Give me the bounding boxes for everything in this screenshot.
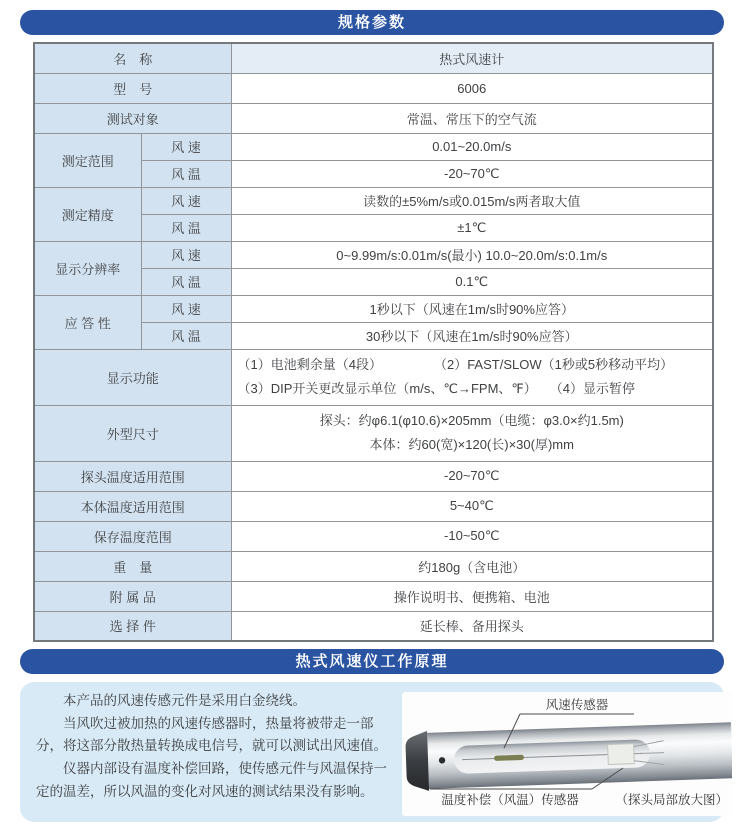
row-value: 5~40℃ [231,491,713,521]
row-value [231,349,713,405]
row-sublabel: 风 速 [141,187,231,214]
row-value: 1秒以下（风速在1m/s时90%应答） [231,295,713,322]
row-value: 热式风速计 [231,43,713,73]
table-row [34,43,713,73]
temp-compensation-sensor-element [608,744,635,765]
row-value: -20~70℃ [231,160,713,187]
display-functions-line2: （3）DIP开关更改显示单位（m/s、℃→FPM、℉） （4）显示暂停 [237,381,635,396]
label-probe-enlarged-view: （探头局部放大图） [615,793,728,807]
table-row [34,405,713,461]
table-row [34,187,713,214]
principle-paragraph: 本产品的风速传感元件是采用白金绕线。 [63,693,306,708]
label-temp-compensation-sensor: 温度补偿（风温）传感器 [441,793,579,807]
row-value: -10~50℃ [231,521,713,551]
row-label: 附 属 品 [34,581,231,611]
row-label: 名 称 [34,43,231,73]
dimensions-line1: 探头：约φ6.1(φ10.6)×205mm（电缆：φ3.0×约1.5m) [319,412,624,428]
row-value: 30秒以下（风速在1m/s时90%应答） [231,322,713,349]
row-value: -20~70℃ [231,461,713,491]
row-value: ±1℃ [231,214,713,241]
row-label: 测定范围 [34,133,141,187]
probe-cap [405,731,429,792]
table-row [34,73,713,103]
row-sublabel: 风 温 [141,322,231,349]
row-label: 应 答 性 [34,295,141,349]
row-label: 测定精度 [34,187,141,241]
row-sublabel: 风 速 [141,241,231,268]
row-label: 重 量 [34,551,231,581]
table-row [34,551,713,581]
row-value: 常温、常压下的空气流 [231,103,713,133]
row-value: 0~9.99m/s:0.01m/s(最小) 10.0~20.0m/s:0.1m/s [231,241,713,268]
row-value [231,405,713,461]
row-label: 选 择 件 [34,611,231,641]
row-label: 保存温度范围 [34,521,231,551]
table-row [34,521,713,551]
row-label: 测试对象 [34,103,231,133]
row-label: 型 号 [34,73,231,103]
row-value: 0.1℃ [231,268,713,295]
probe-diagram [402,692,732,816]
wind-speed-sensor-element [494,755,524,761]
table-row [34,241,713,268]
row-value: 延长棒、备用探头 [231,611,713,641]
principle-paragraph: 仪器内部设有温度补偿回路，使传感元件与风温保持一定的温差，所以风温的变化对风速的测试结果没有影响。 [36,761,387,799]
row-sublabel: 风 温 [141,160,231,187]
table-row [34,349,713,405]
row-value: 6006 [231,73,713,103]
dimensions-line2: 本体：约60(宽)×120(长)×30(厚)mm [369,437,574,452]
table-row [34,491,713,521]
row-label: 外型尺寸 [34,405,231,461]
principle-panel [20,682,728,822]
principle-paragraphs [36,690,398,803]
row-value: 操作说明书、便携箱、电池 [231,581,713,611]
table-row [34,103,713,133]
row-label: 本体温度适用范围 [34,491,231,521]
probe-photo [402,692,732,816]
row-value: 约180g（含电池） [231,551,713,581]
row-sublabel: 风 速 [141,133,231,160]
section-header-principle: 热式风速仪工作原理 [20,649,724,674]
table-row [34,461,713,491]
row-label: 探头温度适用范围 [34,461,231,491]
table-row [34,611,713,641]
spec-table [33,42,714,642]
row-label: 显示分辨率 [34,241,141,295]
label-wind-speed-sensor: 风速传感器 [545,698,609,712]
row-sublabel: 风 温 [141,214,231,241]
row-sublabel: 风 温 [141,268,231,295]
row-value: 读数的±5%m/s或0.015m/s两者取大值 [231,187,713,214]
table-row [34,133,713,160]
display-functions-line1: （1）电池剩余量（4段） （2）FAST/SLOW（1秒或5秒移动平均） [237,356,674,372]
row-sublabel: 风 速 [141,295,231,322]
table-row [34,295,713,322]
table-row [34,581,713,611]
probe-body [405,720,732,791]
row-label: 显示功能 [34,349,231,405]
section-header-specs: 规格参数 [20,10,724,35]
principle-paragraph: 当风吹过被加热的风速传感器时，热量将被带走一部分，将这部分散热量转换成电信号，就可以测试出风速值。 [36,715,387,754]
row-value: 0.01~20.0m/s [231,133,713,160]
